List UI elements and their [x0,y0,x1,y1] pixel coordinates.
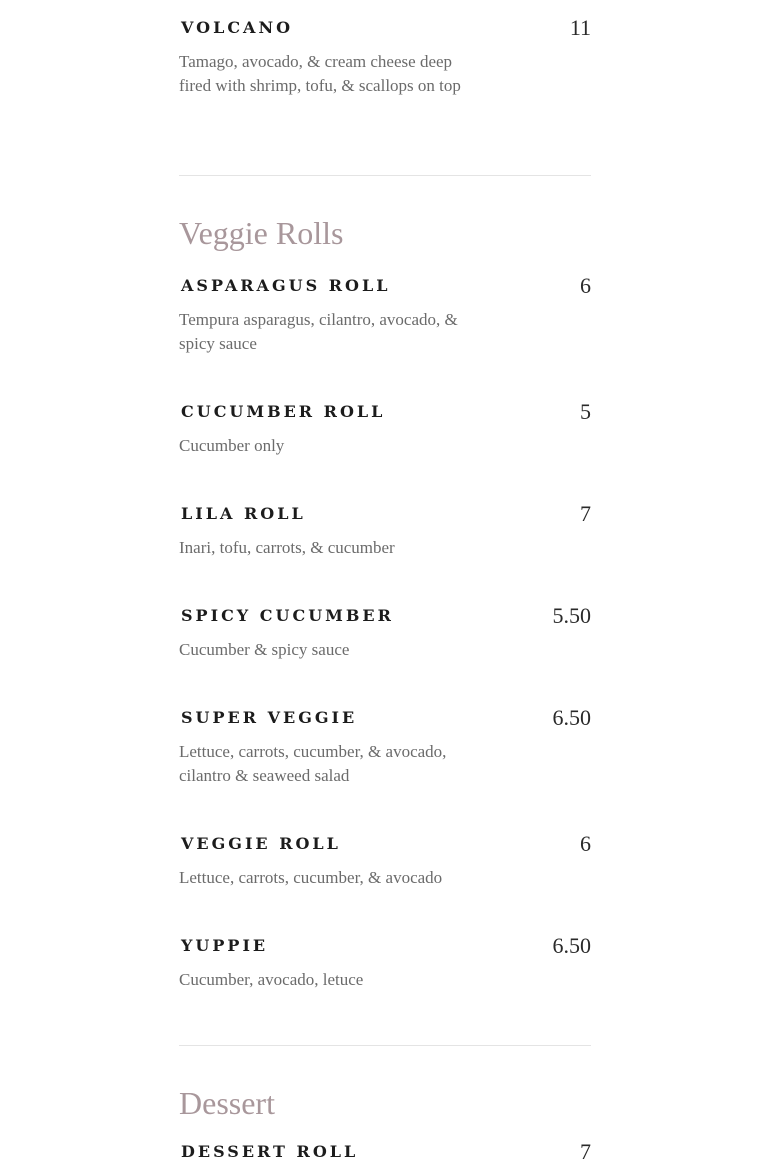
menu-item-asparagus-roll [179,273,591,356]
section-title-veggie-rolls: Veggie Rolls [179,215,344,251]
item-description: Cucumber & spicy sauce [179,640,350,659]
item-name: CUCUMBER ROLL [181,402,386,421]
item-price: 6.50 [552,933,591,958]
section-divider [179,175,591,176]
menu-item-dessert-roll [179,1139,591,1164]
item-name: YUPPIE [181,936,269,955]
item-price: 5.50 [552,603,591,628]
item-description: Cucumber only [179,436,285,455]
menu-item-yuppie [179,933,591,992]
item-description: Lettuce, carrots, cucumber, & avocado [179,868,443,887]
item-name: DESSERT ROLL [181,1142,359,1161]
item-price: 11 [569,15,591,40]
item-price: 6.50 [552,705,591,730]
item-name: SUPER VEGGIE [181,708,358,727]
item-price: 7 [580,1139,591,1164]
item-name: LILA ROLL [181,504,306,523]
menu-item-veggie-roll [179,831,591,890]
menu-item-super-veggie [179,705,591,788]
menu-item-spicy-cucumber [179,603,591,662]
item-description: Cucumber, avocado, letuce [179,970,364,989]
item-name: VEGGIE ROLL [181,834,341,853]
item-name: SPICY CUCUMBER [181,606,394,625]
item-name: VOLCANO [181,18,294,37]
item-price: 7 [580,501,591,526]
menu-item-volcano [179,15,591,118]
item-description: Tamago, avocado, & cream cheese deep fired with shrimp, tofu, & scallops on top [179,52,461,95]
item-description: Tempura asparagus, cilantro, avocado, & spicy sauce [179,310,458,353]
item-description: Inari, tofu, carrots, & cucumber [179,538,395,557]
item-description: Lettuce, carrots, cucumber, & avocado, cilantro & seaweed salad [179,742,447,785]
menu-item-cucumber-roll [179,399,591,458]
item-price: 6 [580,831,591,856]
item-name: ASPARAGUS ROLL [181,276,391,295]
section-divider [179,1045,591,1046]
menu-item-lila-roll [179,501,591,560]
section-title-dessert: Dessert [179,1085,275,1121]
item-price: 6 [580,273,591,298]
item-price: 5 [580,399,591,424]
